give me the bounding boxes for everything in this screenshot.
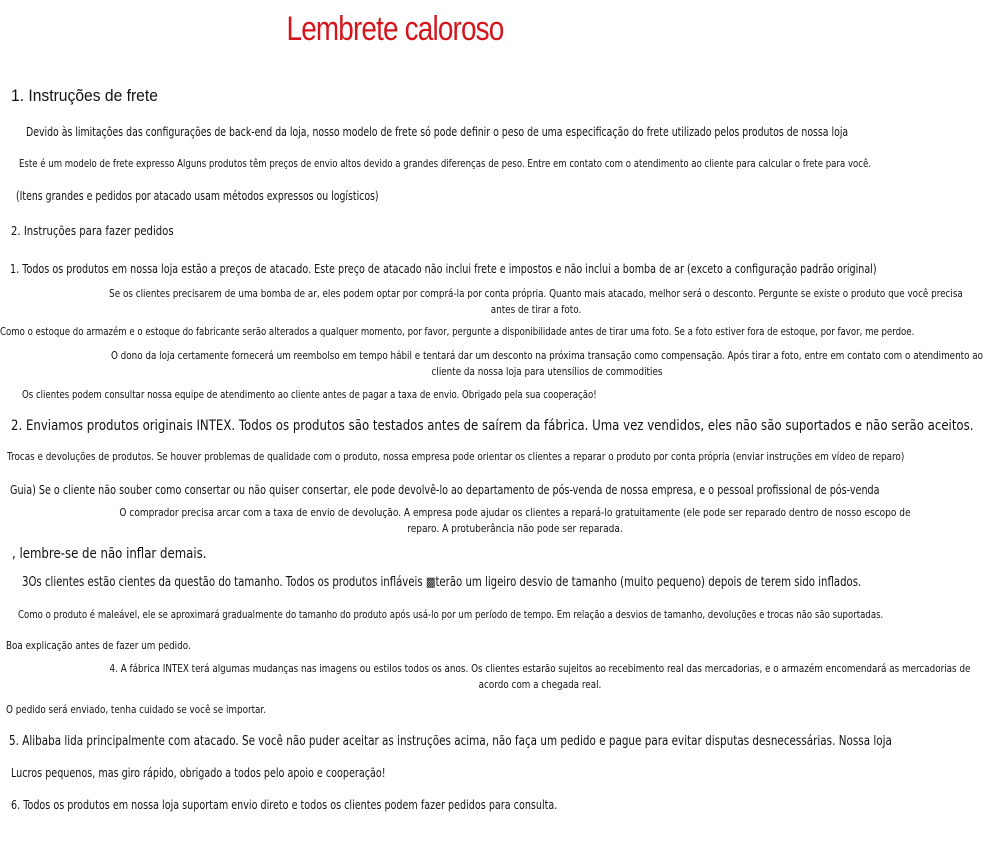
size-paragraph-2: Como o produto é maleável, ele se aproximará gradualmente do tamanho do produto após usá-lo por um período de tempo. Em relação a desvios de tamanho, devoluções e trocas não são suportadas. (18, 608, 884, 621)
shipping-paragraph-3: (Itens grandes e pedidos por atacado usam métodos expressos ou logísticos) (16, 189, 379, 203)
inflate-heading: , lembre-se de não inflar demais. (12, 546, 207, 562)
profit-paragraph: Lucros pequenos, mas giro rápido, obrigado a todos pelo apoio e cooperação! (11, 766, 386, 780)
order-heading: 2. Instruções para fazer pedidos (11, 224, 174, 238)
order-paragraph-3: Como o estoque do armazém e o estoque do fabricante serão alterados a qualquer momento, por favor, pergunte a disponibilidade antes de tirar uma foto. Se a foto estiver fora de estoque, por favor, me perdoe. (0, 325, 915, 338)
intex-heading: 2. Enviamos produtos originais INTEX. Todos os produtos são testados antes de saírem da fábrica. Uma vez vendidos, eles não são suportados e não serão aceitos. (11, 418, 974, 434)
shipping-heading: 1. Instruções de frete (11, 86, 158, 105)
intex-paragraph-1: Trocas e devoluções de produtos. Se houver problemas de qualidade com o produto, nossa empresa pode orientar os clientes a reparar o produto por conta própria (enviar instruções em vídeo de reparo) (7, 450, 905, 463)
order-paragraph-1: 1. Todos os produtos em nossa loja estão a preços de atacado. Este preço de atacado não inclui frete e impostos e não inclui a bomba de ar (exceto a configuração padrão original) (10, 262, 877, 276)
shipping-paragraph-2: Este é um modelo de frete expresso Alguns produtos têm preços de envio altos devido a grandes diferenças de peso. Entre em contato com o atendimento ao cliente para calcular o frete para você. (19, 157, 872, 170)
direct-shipping-paragraph: 6. Todos os produtos em nossa loja suportam envio direto e todos os clientes podem fazer pedidos para consulta. (11, 798, 558, 812)
order-paragraph-2: Se os clientes precisarem de uma bomba de ar, eles podem optar por comprá-la por conta própria. Quanto mais atacado, melhor será o desconto. Pergunte se existe o produto que você precisa antes de tirar a foto. (109, 287, 963, 316)
order-paragraph-5: Os clientes podem consultar nossa equipe de atendimento ao cliente antes de pagar a taxa de envio. Obrigado pela sua cooperação! (22, 388, 597, 401)
intex-paragraph-3: O comprador precisa arcar com a taxa de envio de devolução. A empresa pode ajudar os clientes a repará-lo gratuitamente (ele pode ser reparado dentro de nosso escopo de reparo. A protuberância não pode ser reparada. (119, 506, 911, 535)
page-title: Lembrete caloroso (286, 10, 504, 48)
factory-paragraph: 4. A fábrica INTEX terá algumas mudanças nas imagens ou estilos todos os anos. Os clientes estarão sujeitos ao recebimento real das mercadorias, e o armazém encomendará as mercadorias de acordo com a chegada real. (109, 662, 971, 691)
size-paragraph-1: 3Os clientes estão cientes da questão do tamanho. Todos os produtos infláveis ▩terão um ligeiro desvio de tamanho (muito pequeno) depois de terem sido inflados. (22, 575, 862, 590)
alibaba-paragraph: 5. Alibaba lida principalmente com atacado. Se você não puder aceitar as instruções acima, não faça um pedido e pague para evitar disputas desnecessárias. Nossa loja (9, 734, 892, 749)
care-paragraph: O pedido será enviado, tenha cuidado se você se importar. (6, 703, 267, 716)
intex-paragraph-2: Guia) Se o cliente não souber como consertar ou não quiser consertar, ele pode devolvê-lo ao departamento de pós-venda de nossa empresa, e o pessoal profissional de pós-venda (10, 483, 880, 497)
order-paragraph-4: O dono da loja certamente fornecerá um reembolso em tempo hábil e tentará dar um desconto na próxima transação como compensação. Após tirar a foto, entre em contato com o atendimento ao cliente da nossa loja para utensílios de commodities (110, 349, 984, 378)
shipping-paragraph-1: Devido às limitações das configurações de back-end da loja, nosso modelo de frete só pode definir o peso de uma especificação do frete utilizado pelos produtos de nossa loja (26, 125, 849, 139)
explain-paragraph: Boa explicação antes de fazer um pedido. (6, 639, 191, 652)
